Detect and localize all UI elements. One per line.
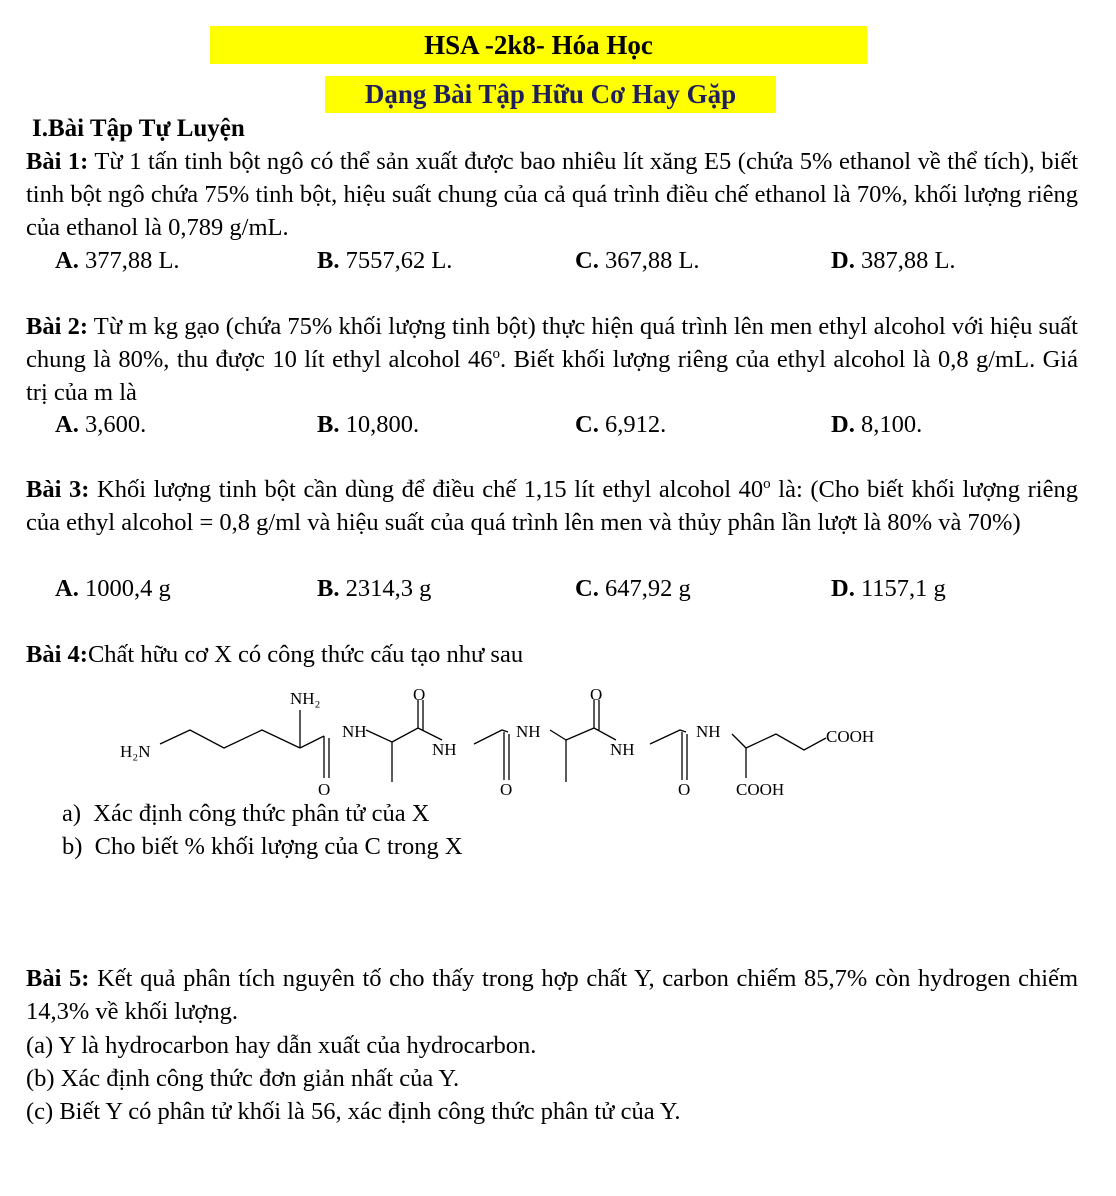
bond-lines xyxy=(160,700,826,782)
bai1-option-d: D. 387,88 L. xyxy=(831,247,956,274)
bai5-part-c: (c) Biết Y có phân tử khối là 56, xác định công thức phân tử của Y. xyxy=(26,1098,681,1125)
bai5-question: Bài 5: Kết quả phân tích nguyên tố cho thấy trong hợp chất Y, carbon chiếm 85,7% còn hydrogen chiếm 14,3% về khối lượng. xyxy=(26,965,1078,1025)
document-subtitle: Dạng Bài Tập Hữu Cơ Hay Gặp xyxy=(325,76,776,113)
bai4-part-b: b) Cho biết % khối lượng của C trong X xyxy=(62,833,463,860)
nh2-label: NH₂ xyxy=(290,689,321,708)
bai5-part-b: (b) Xác định công thức đơn giản nhất của Y. xyxy=(26,1065,460,1092)
o-label-1: O xyxy=(318,780,331,799)
bai2-option-b: B. 10,800. xyxy=(317,411,420,438)
bai2-option-c: C. 6,912. xyxy=(575,411,667,438)
bai5-label: Bài 5: xyxy=(26,965,90,992)
bai2-option-a: A. 3,600. xyxy=(55,411,147,438)
bai1-option-c: C. 367,88 L. xyxy=(575,247,700,274)
bai2-question: Bài 2: Từ m kg gạo (chứa 75% khối lượng tinh bột) thực hiện quá trình lên men ethyl alcohol với hiệu suất chung là 80%, thu được 10 lít ethyl alcohol 46$^o$. Biết khối lượng riêng của ethyl alcohol là 0,8 g/mL. Giá trị của m là xyxy=(26,313,1078,406)
nh-label-3: NH xyxy=(516,722,541,741)
o-label-4: O xyxy=(590,685,603,704)
bai1-label: Bài 1: xyxy=(26,148,89,175)
bai1-question xyxy=(26,145,1078,244)
document-title: HSA -2k8- Hóa Học xyxy=(210,26,867,64)
bai4-question: Bài 4:Chất hữu cơ X có công thức cấu tạo như sau xyxy=(26,641,524,668)
o-label-3: O xyxy=(500,780,513,799)
bai3-option-d: D. 1157,1 g xyxy=(831,575,946,602)
bai2-options xyxy=(55,408,1095,442)
cooh-label-1: COOH xyxy=(826,727,875,746)
bai2-option-d: D. 8,100. xyxy=(831,411,923,438)
bai5-part-a: (a) Y là hydrocarbon hay dẫn xuất của hydrocarbon. xyxy=(26,1032,537,1059)
bai3-option-a: A. 1000,4 g xyxy=(55,575,171,602)
bai3-option-c: C. 647,92 g xyxy=(575,575,691,602)
bai3-options xyxy=(55,572,1095,606)
cooh-label-2: COOH xyxy=(736,780,785,799)
structural-formula-diagram xyxy=(110,682,900,804)
o-label-5: O xyxy=(678,780,691,799)
bai1-options xyxy=(55,244,1095,278)
nh-label-2: NH xyxy=(432,740,457,759)
o-label-2: O xyxy=(413,685,426,704)
bai3-question: Bài 3: Khối lượng tinh bột cần dùng để điều chế 1,15 lít ethyl alcohol 40$^o$ là: (Cho biết khối lượng riêng của ethyl alcohol = 0,8 g/ml và hiệu suất của quá trình lên men và thủy phân lần lượt là 80% và 70%) xyxy=(26,475,1078,536)
nh-label-5: NH xyxy=(696,722,721,741)
bai2-label: Bài 2: xyxy=(26,313,89,340)
nh-label-1: NH xyxy=(342,722,367,741)
bai3-option-b: B. 2314,3 g xyxy=(317,575,432,602)
bai1-option-a: A. 377,88 L. xyxy=(55,247,180,274)
h2n-label: H₂N xyxy=(120,742,151,761)
bai1-option-b: B. 7557,62 L. xyxy=(317,247,453,274)
bai3-label: Bài 3: xyxy=(26,476,90,503)
bai4-part-a: a) Xác định công thức phân tử của X xyxy=(62,800,430,827)
section-title: I.Bài Tập Tự Luyện xyxy=(32,115,245,142)
nh-label-4: NH xyxy=(610,740,635,759)
bai1-text: Từ 1 tấn tinh bột ngô có thể sản xuất được bao nhiêu lít xăng E5 (chứa 5% ethanol về thể tích), biết tinh bột ngô chứa 75% tinh bột, hiệu suất chung của cả quá trình điều chế ethanol là 70%, khối lượng riêng của ethanol là 0,789 g/mL. xyxy=(26,148,1078,241)
bai4-label: Bài 4: xyxy=(26,641,88,668)
